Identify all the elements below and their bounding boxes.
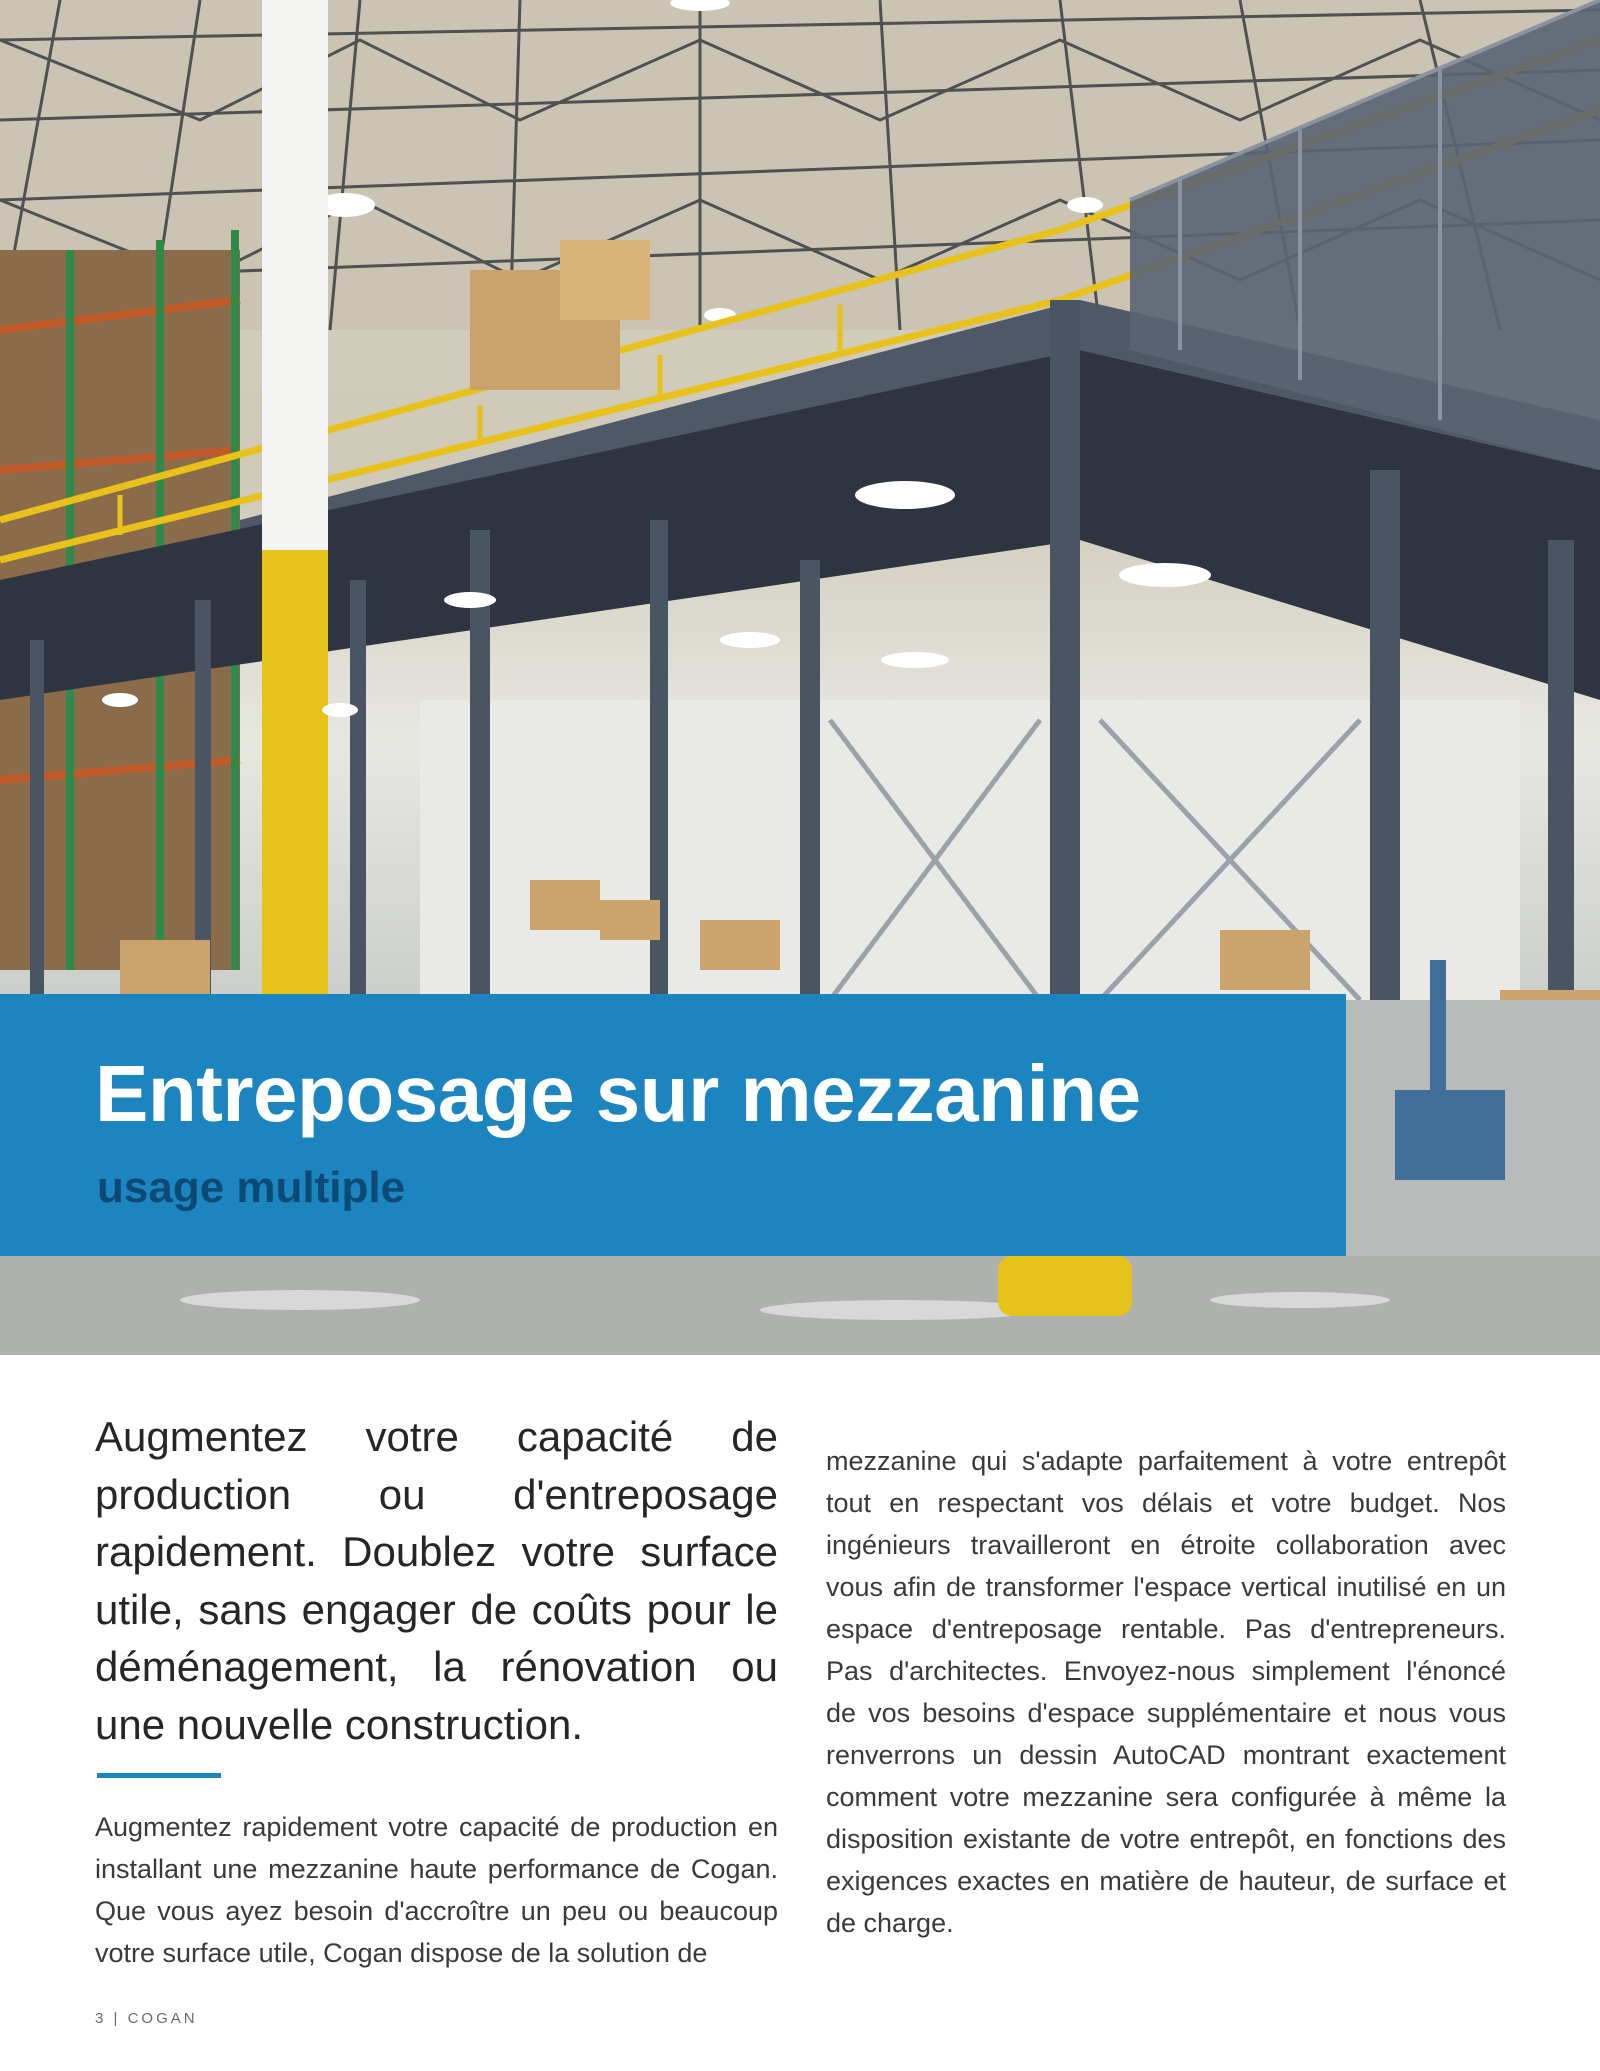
- title-banner: [0, 994, 1346, 1256]
- accent-rule: [97, 1773, 221, 1778]
- lead-paragraph: Augmentez votre capacité de production ou d'entreposage rapidement. Doublez votre surface utile, sans engager de coûts pour le déménagement, la rénovation ou une nouvelle construction.: [95, 1413, 778, 1748]
- page-title: Entreposage sur mezzanine: [95, 1049, 1141, 1138]
- body-paragraph-left: Augmentez rapidement votre capacité de production en installant une mezzanine haute performance de Cogan. Que vous ayez besoin d'accroître un peu ou beaucoup votre surface utile, Cogan dispose de la solution de: [95, 1812, 778, 1968]
- body-paragraph-right: mezzanine qui s'adapte parfaitement à votre entrepôt tout en respectant vos délais et votre budget. Nos ingénieurs travailleront en étroite collaboration avec vous afin de transformer l'espace vertical inutilisé en un espace d'entreposage rentable. Pas d'entrepreneurs. Pas d'architectes. Envoyez-nous simplement l'énoncé de vos besoins d'espace supplémentaire et nous vous renverrons un dessin AutoCAD montrant exactement comment votre mezzanine sera configurée à même la disposition existante de votre entrepôt, en fonctions des exigences exactes en matière de hauteur, de surface et de charge.: [826, 1446, 1506, 1938]
- page-footer: 3 | COGAN: [95, 2010, 198, 2027]
- page-subtitle: usage multiple: [97, 1163, 406, 1212]
